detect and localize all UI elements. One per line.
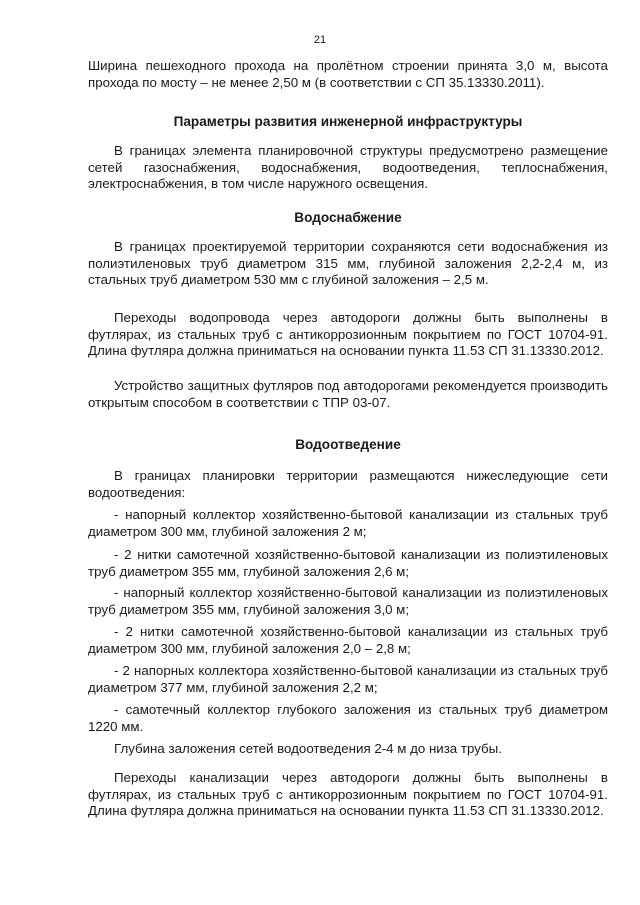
drainage-list-item: - напорный коллектор хозяйственно-бытовой канализации из стальных труб диаметром 300 мм, глубиной заложения 2 м; xyxy=(88,507,608,539)
water-supply-paragraph-2: Переходы водопровода через автодороги должны быть выполнены в футлярах, из стальных труб с антикоррозионным покрытием по ГОСТ 10704-91. Длина футляра должна приниматься на основании пункта 11.53 СП 31.13330.2012. xyxy=(88,310,608,359)
heading-infrastructure: Параметры развития инженерной инфраструктуры xyxy=(173,114,523,129)
intro-paragraph: Ширина пешеходного прохода на пролётном строении принята 3,0 м, высота прохода по мосту – не менее 2,50 м (в соответствии с СП 35.13330.2011). xyxy=(88,58,608,90)
drainage-list-item: - напорный коллектор хозяйственно-бытовой канализации из полиэтиленовых труб диаметром 355 мм, глубиной заложения 3,0 м; xyxy=(88,585,608,617)
drainage-list-item: - 2 нитки самотечной хозяйственно-бытовой канализации из стальных труб диаметром 300 мм, глубиной заложения 2,0 – 2,8 м; xyxy=(88,624,608,656)
page-number: 21 xyxy=(313,34,327,46)
water-supply-paragraph-1: В границах проектируемой территории сохраняются сети водоснабжения из полиэтиленовых труб диаметром 315 мм, глубиной заложения 2,2-2,4 м, из стальных труб диаметром 530 мм с глубиной заложения – 2,5 м. xyxy=(88,239,608,288)
drainage-crossing-paragraph: Переходы канализации через автодороги должны быть выполнены в футлярах, из стальных труб с антикоррозионным покрытием по ГОСТ 10704-91. Длина футляра должна приниматься на основании пункта 11.53 СП 31.13330.2012. xyxy=(88,770,608,819)
heading-drainage: Водоотведение xyxy=(295,437,401,452)
drainage-intro: В границах планировки территории размещаются нижеследующие сети водоотведения: xyxy=(88,468,608,500)
drainage-list-item: - 2 нитки самотечной хозяйственно-бытовой канализации из полиэтиленовых труб диаметром 355 мм, глубиной заложения 2,6 м; xyxy=(88,547,608,579)
drainage-depth-note: Глубина заложения сетей водоотведения 2-4 м до низа трубы. xyxy=(114,741,502,756)
water-supply-paragraph-3: Устройство защитных футляров под автодорогами рекомендуется производить открытым способом в соответствии с ТПР 03-07. xyxy=(88,378,608,410)
heading-water-supply: Водоснабжение xyxy=(294,210,402,225)
drainage-list-item: - 2 напорных коллектора хозяйственно-бытовой канализации из стальных труб диаметром 377 мм, глубиной заложения 2,2 м; xyxy=(88,663,608,695)
drainage-list-item: - самотечный коллектор глубокого заложения из стальных труб диаметром 1220 мм. xyxy=(88,702,608,734)
infrastructure-paragraph: В границах элемента планировочной структуры предусмотрено размещение сетей газоснабжения, водоснабжения, водоотведения, теплоснабжения, электроснабжения, в том числе наружного освещения. xyxy=(88,143,608,192)
